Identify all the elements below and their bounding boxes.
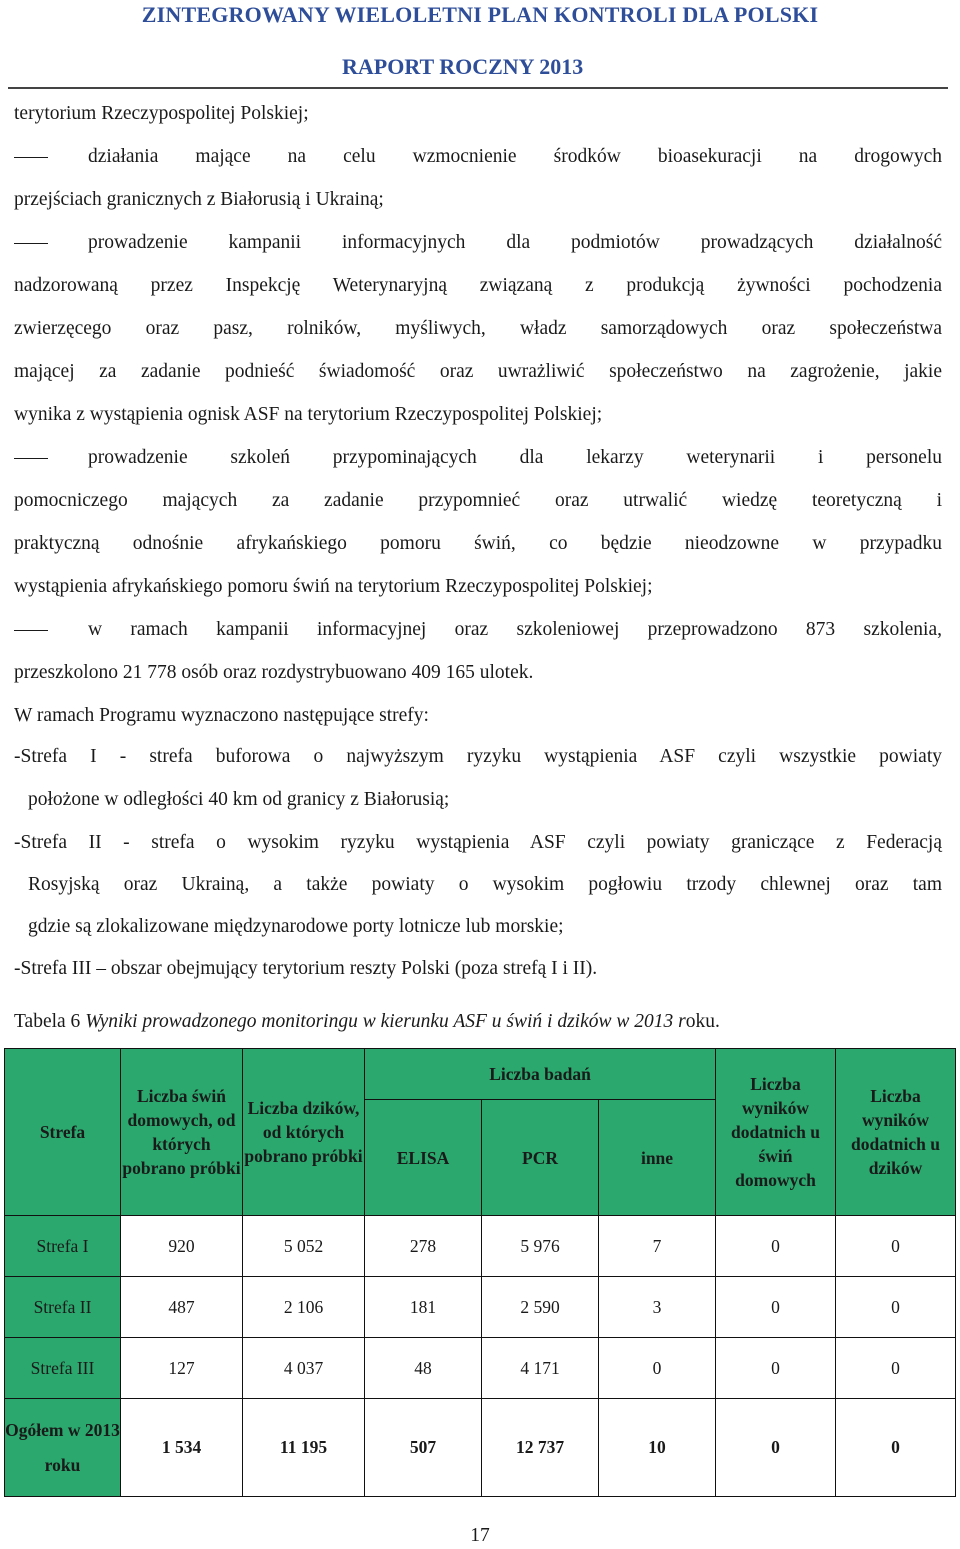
cell-elisa: 507 <box>365 1399 482 1497</box>
cell-dzikow: 5 052 <box>243 1216 365 1277</box>
cell-pcr: 5 976 <box>482 1216 599 1277</box>
cell-strefa: Strefa III <box>5 1338 121 1399</box>
cell-dzikow: 2 106 <box>243 1277 365 1338</box>
header-wyn-dzikow: Liczba wyników dodatnich u dzików <box>836 1049 956 1216</box>
zone-line: -Strefa I - strefa buforowa o najwyższym ryzyku wystąpienia ASF czyli wszystkie powiaty <box>14 746 942 767</box>
table-row <box>5 1277 956 1338</box>
cell-wyn-dzikow: 0 <box>836 1338 956 1399</box>
header-badan: Liczba badań <box>365 1049 716 1100</box>
cell-swin: 920 <box>121 1216 243 1277</box>
bullet-line: prowadzenie szkoleń przypominających dla lekarzy weterynarii i personelu <box>14 436 942 479</box>
table-row <box>5 1338 956 1399</box>
header-wyn-swin: Liczba wyników dodatnich u świń domowych <box>716 1049 836 1216</box>
body-line: nadzorowaną przez Inspekcję Weterynaryjną związaną z produkcją żywności pochodzenia <box>14 275 942 296</box>
header-divider <box>8 87 948 89</box>
table-total-row <box>5 1399 956 1497</box>
zone-line: -Strefa III – obszar obejmujący terytorium reszty Polski (poza strefą I i II). <box>14 958 598 979</box>
header-strefa: Strefa <box>5 1049 121 1216</box>
cell-inne: 10 <box>599 1399 716 1497</box>
cell-wyn-swin: 0 <box>716 1338 836 1399</box>
page-number: 17 <box>470 1525 490 1546</box>
cell-wyn-dzikow: 0 <box>836 1277 956 1338</box>
zone-line: położone w odległości 40 km od granicy z Białorusią; <box>28 789 450 810</box>
header-pcr: PCR <box>482 1100 599 1216</box>
body-line: przeszkolono 21 778 osób oraz rozdystrybuowano 409 165 ulotek. <box>14 662 534 683</box>
dash-icon <box>14 608 88 651</box>
cell-wyn-swin: 0 <box>716 1277 836 1338</box>
cell-pcr: 12 737 <box>482 1399 599 1497</box>
cell-wyn-dzikow: 0 <box>836 1399 956 1497</box>
header-elisa: ELISA <box>365 1100 482 1216</box>
cell-inne: 0 <box>599 1338 716 1399</box>
header-dzikow: Liczba dzików, od których pobrano próbki <box>243 1049 365 1216</box>
cell-wyn-swin: 0 <box>716 1399 836 1497</box>
zone-line: -Strefa II - strefa o wysokim ryzyku wystąpienia ASF czyli powiaty graniczące z Federacją <box>14 832 942 853</box>
cell-dzikow: 4 037 <box>243 1338 365 1399</box>
zone-line: Rosyjską oraz Ukrainą, a także powiaty o wysokim pogłowiu trzody chlewnej oraz tam <box>28 874 942 895</box>
cell-strefa: Ogółem w 2013 roku <box>5 1399 121 1497</box>
header-swin: Liczba świń domowych, od których pobrano próbki <box>121 1049 243 1216</box>
body-line: praktyczną odnośnie afrykańskiego pomoru świń, co będzie nieodzowne w przypadku <box>14 533 942 554</box>
cell-swin: 127 <box>121 1338 243 1399</box>
dash-icon <box>14 135 88 178</box>
table-row <box>5 1216 956 1277</box>
bullet-line: w ramach kampanii informacyjnej oraz szkoleniowej przeprowadzono 873 szkolenia, <box>14 608 942 651</box>
bullet-line: działania mające na celu wzmocnienie środków bioasekuracji na drogowych <box>14 135 942 178</box>
body-line: wynika z wystąpienia ognisk ASF na terytorium Rzeczypospolitej Polskiej; <box>14 404 603 425</box>
results-table <box>4 1048 956 1497</box>
cell-elisa: 278 <box>365 1216 482 1277</box>
report-title: ZINTEGROWANY WIELOLETNI PLAN KONTROLI DLA POLSKI <box>141 2 819 27</box>
body-line: wystąpienia afrykańskiego pomoru świń na terytorium Rzeczypospolitej Polskiej; <box>14 576 653 597</box>
body-line: mającej za zadanie podnieść świadomość oraz uwrażliwić społeczeństwo na zagrożenie, jakie <box>14 361 942 382</box>
body-line: W ramach Programu wyznaczono następujące strefy: <box>14 705 429 726</box>
cell-elisa: 48 <box>365 1338 482 1399</box>
cell-wyn-dzikow: 0 <box>836 1216 956 1277</box>
cell-swin: 1 534 <box>121 1399 243 1497</box>
cell-strefa: Strefa II <box>5 1277 121 1338</box>
cell-strefa: Strefa I <box>5 1216 121 1277</box>
body-line: terytorium Rzeczypospolitej Polskiej; <box>14 103 309 124</box>
cell-swin: 487 <box>121 1277 243 1338</box>
cell-wyn-swin: 0 <box>716 1216 836 1277</box>
cell-inne: 3 <box>599 1277 716 1338</box>
cell-pcr: 2 590 <box>482 1277 599 1338</box>
cell-elisa: 181 <box>365 1277 482 1338</box>
zone-line: gdzie są zlokalizowane międzynarodowe porty lotnicze lub morskie; <box>28 916 564 937</box>
header-inne: inne <box>599 1100 716 1216</box>
bullet-line: prowadzenie kampanii informacyjnych dla podmiotów prowadzących działalność <box>14 221 942 264</box>
dash-icon <box>14 221 88 264</box>
body-line: zwierzęcego oraz pasz, rolników, myśliwych, władz samorządowych oraz społeczeństwa <box>14 318 942 339</box>
cell-dzikow: 11 195 <box>243 1399 365 1497</box>
dash-icon <box>14 436 88 479</box>
body-line: pomocniczego mających za zadanie przypomnieć oraz utrwalić wiedzę teoretyczną i <box>14 490 942 511</box>
cell-inne: 7 <box>599 1216 716 1277</box>
table-caption: Tabela 6 Wyniki prowadzonego monitoringu w kierunku ASF u świń i dzików w 2013 roku. <box>14 1011 720 1032</box>
cell-pcr: 4 171 <box>482 1338 599 1399</box>
body-line: przejściach granicznych z Białorusią i Ukrainą; <box>14 189 384 210</box>
report-subtitle: RAPORT ROCZNY 2013 <box>342 54 584 79</box>
